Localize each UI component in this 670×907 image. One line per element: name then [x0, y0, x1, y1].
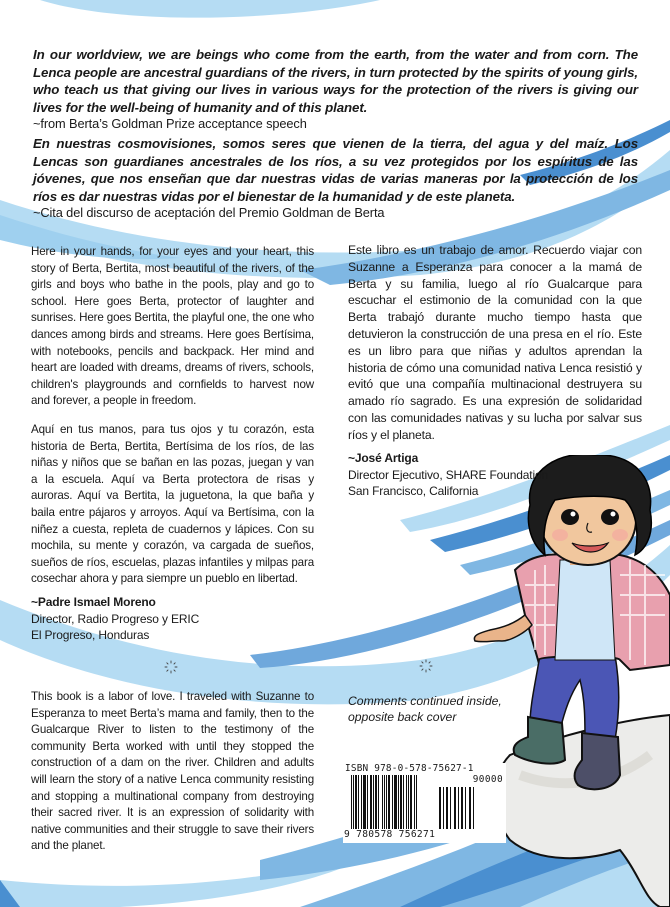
artiga-spanish-paragraph: Este libro es un trabajo de amor. Recuerdo viajar con Suzanne a Esperanza para conocer a la mamá de Berta y su familia, luego al río Gualcarque para escuchar el estimonio de la comunidad con la que Berta trabajó durante mucho tiempo hasta que detuvieron la construcción de una presa en el río. Este es un libro para que niñas y adultos aprendan la historia de cómo una comunidad nativa Lenca resistió y evitó que una compañía multinacional destruyera su amado río sagrado. Es una expresión de solidaridad con las comunidades nativas y su lucha por salvar sus ríos y el planeta.	[348, 243, 642, 442]
barcode-bar	[416, 775, 417, 829]
barcode-bar	[403, 775, 404, 829]
artiga-testimonial-spanish	[348, 242, 642, 500]
swoosh-top	[40, 0, 380, 18]
barcode-bar	[373, 775, 374, 829]
left-boot	[514, 717, 565, 764]
ean-digits: 9 780578 756271	[344, 829, 436, 840]
barcode-bar	[473, 787, 474, 829]
isbn-barcode	[343, 763, 506, 843]
barcode-bar	[351, 775, 352, 829]
moreno-testimonial	[31, 244, 314, 644]
sparkle-icon	[164, 660, 178, 674]
barcode-bar	[406, 775, 407, 829]
artiga-signature-location: San Francisco, California	[348, 484, 479, 499]
quote-spanish-attribution: ~Cita del discurso de aceptación del Premio Goldman de Berta	[33, 205, 385, 220]
quote-spanish	[33, 135, 638, 221]
moreno-signature-title: Director, Radio Progreso y ERIC	[31, 611, 200, 626]
barcode-bar	[414, 775, 415, 829]
barcode-bar	[469, 787, 471, 829]
barcode-bar	[398, 775, 399, 829]
price-code: 90000	[472, 774, 503, 785]
ean-bars	[351, 775, 435, 831]
barcode-bar	[446, 787, 448, 829]
barcode-bar	[454, 787, 456, 829]
barcode-bar	[450, 787, 451, 829]
barcode-bar	[458, 787, 459, 829]
barcode-bar	[461, 787, 463, 829]
artiga-signature-name: ~José Artiga	[348, 450, 419, 465]
moreno-signature-name: ~Padre Ismael Moreno	[31, 594, 156, 609]
barcode-bar	[394, 775, 397, 829]
quote-spanish-text: En nuestras cosmovisiones, somos seres que vienen de la tierra, del agua y del maíz. Los Lencas son guardianes ancestrales de los ríos, a su vez protegidos por los espíritus de las jóvenes, que nos enseñan que dar nuestras vidas de varias maneras por la protección de los ríos es dar nuestras vidas por el bienestar de la humanidad y de este planeta.	[33, 136, 638, 204]
barcode-bar	[400, 775, 402, 829]
price-bars	[439, 787, 501, 831]
barcode-bar	[384, 775, 385, 829]
barcode-bar	[388, 775, 390, 829]
right-boot	[575, 733, 620, 789]
continued-note-line2: opposite back cover	[348, 710, 457, 724]
barcode-bar	[386, 775, 387, 829]
moreno-spanish-paragraph: Aquí en tus manos, para tus ojos y tu corazón, esta historia de Berta, Bertita, Bertísima de los ríos, de las niñas y niños que se bañan en las pozas, juegan y van a la escuela. Aquí va Berta protectora de risas y auroras. Aquí va Bertita, la juguetona, la que baña y baila entre pájaros y arroyos. Aquí va Bertísima, con la niñez a cuesta, repleta de cuadernos y lápices. Con su mochila, su mente y corazón, va cargada de sueños, sueños de ríos, escuelas, plazas infantiles y milpas para cosechar ahora y para siempre un pueblo en libertad.	[31, 422, 314, 586]
continued-note	[348, 693, 508, 725]
barcode-bar	[353, 775, 354, 829]
barcode-bar	[355, 775, 357, 829]
barcode-bar	[439, 787, 441, 829]
barcode-bar	[408, 775, 409, 829]
moreno-signature-location: El Progreso, Honduras	[31, 628, 150, 643]
tshirt	[555, 560, 615, 660]
quote-english	[33, 46, 638, 132]
artiga-english-paragraph: This book is a labor of love. I traveled with Suzanne to Esperanza to meet Berta’s mama and family, then to the Gualcarque River to listen to the testimony of the community Berta worked with until they stopped the construction of a dam on the river. Children and adults will learn the story of a native Lenca community resisting and stopping a multinational company from destroying their sacred river. It is an expression of solidarity with native communities and their struggle to save their rivers and the planet.	[31, 690, 314, 853]
barcode-bar	[410, 775, 412, 829]
moreno-english-paragraph: Here in your hands, for your eyes and your heart, this story of Berta, Bertita, most beautiful of the rivers, of the girls and boys who bathe in the pools, play and go to school. Here goes Berta, protector of laughter and sunrises. Here goes Bertita, the playful one, the one who dances among birds and streams. Here goes Bertísima, with notebooks, pencils and backpack. Her mind and heart are loaded with dreams, dreams of rivers, schools, children's playgrounds and cornfields to harvest now and forever, a people in freedom.	[31, 245, 314, 408]
artiga-signature-title: Director Ejecutivo, SHARE Foundation	[348, 467, 549, 482]
barcode-bar	[465, 787, 466, 829]
barcode-bar	[367, 775, 368, 829]
barcode-bar	[361, 775, 362, 829]
barcode-bar	[443, 787, 444, 829]
barcode-bar	[378, 775, 379, 829]
barcode-bar	[363, 775, 366, 829]
barcode-bar	[375, 775, 377, 829]
sparkle-icon	[419, 659, 433, 673]
barcode-bar	[370, 775, 372, 829]
quote-english-attribution: ~from Berta’s Goldman Prize acceptance speech	[33, 116, 307, 131]
barcode-bar	[358, 775, 359, 829]
arm-hand	[474, 615, 532, 642]
barcode-bar	[392, 775, 393, 829]
continued-note-line1: Comments continued inside,	[348, 694, 502, 708]
quote-english-text: In our worldview, we are beings who come from the earth, from the water and from corn. The Lenca people are ancestral guardians of the rivers, in turn protected by the spirits of young girls, who teach us that giving our lives in various ways for the protection of the rivers is giving our lives for the well-being of humanity and of this planet.	[33, 47, 638, 115]
isbn-label: ISBN 978-0-578-75627-1	[345, 763, 474, 774]
artiga-testimonial-english	[31, 689, 314, 867]
barcode-bar	[382, 775, 383, 829]
